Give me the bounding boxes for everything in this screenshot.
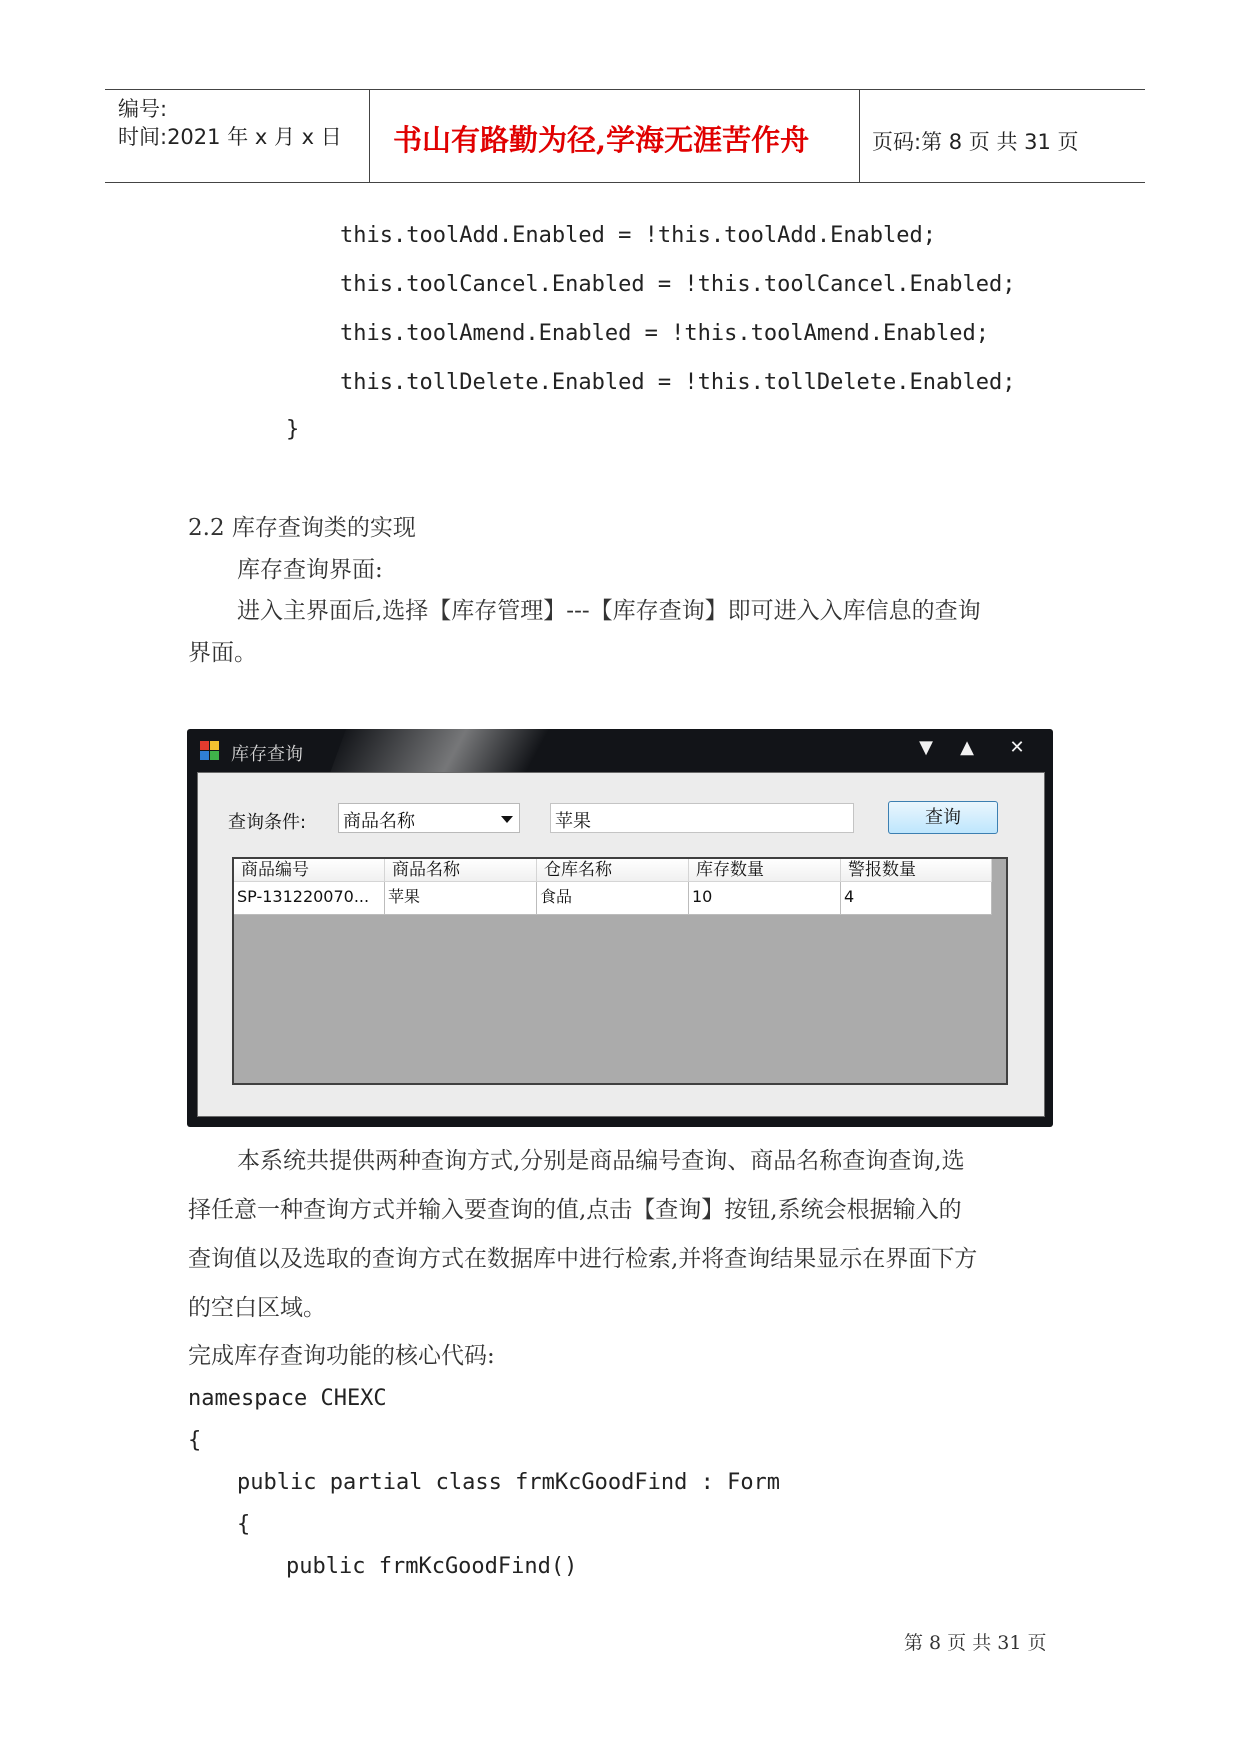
column-header[interactable]: 警报数量 (841, 859, 992, 881)
code-line: namespace CHEXC (188, 1386, 387, 1411)
minimize-icon[interactable]: ▼ (919, 737, 933, 758)
paragraph-line: 的空白区域。 (188, 1295, 326, 1321)
search-input-value: 苹果 (555, 811, 591, 832)
table-header (234, 859, 992, 882)
app-icon (200, 741, 220, 761)
intro-line: 界面。 (188, 640, 257, 666)
page-footer: 第 8 页 共 31 页 (904, 1632, 1047, 1654)
query-condition-value: 商品名称 (343, 811, 415, 832)
header-divider-right (859, 90, 860, 182)
section-heading: 2.2 库存查询类的实现 (188, 515, 416, 541)
maximize-icon[interactable]: ▲ (960, 737, 974, 758)
column-header[interactable]: 商品编号 (234, 859, 385, 881)
search-button[interactable]: 查询 (888, 801, 998, 834)
query-condition-select[interactable] (338, 803, 520, 833)
paragraph-line: 本系统共提供两种查询方式,分别是商品编号查询、商品名称查询查询,选 (237, 1148, 965, 1174)
header-time-label: 时间:2021 年 x 月 x 日 (118, 125, 342, 149)
column-header[interactable]: 库存数量 (689, 859, 841, 881)
intro-line: 进入主界面后,选择【库存管理】---【库存查询】即可进入入库信息的查询 (237, 598, 981, 624)
close-icon[interactable]: ✕ (1009, 737, 1025, 758)
code-line: { (188, 1428, 202, 1453)
inventory-query-window (187, 729, 1053, 1127)
section-subheading: 库存查询界面: (237, 557, 383, 583)
header-top-rule (105, 89, 1145, 90)
header-motto: 书山有路勤为径,学海无涯苦作舟 (393, 123, 810, 157)
table-cell[interactable]: 苹果 (385, 882, 537, 915)
code-line: this.toolCancel.Enabled = !this.toolCancel.Enabled; (340, 272, 1016, 297)
paragraph-line: 查询值以及选取的查询方式在数据库中进行检索,并将查询结果显示在界面下方 (188, 1246, 978, 1272)
code-line: this.toolAdd.Enabled = !this.toolAdd.Enabled; (340, 223, 937, 248)
table-cell[interactable]: 10 (689, 882, 841, 915)
chevron-down-icon (501, 816, 513, 823)
header-bottom-rule (105, 182, 1145, 183)
window-client-area (197, 772, 1045, 1117)
code-intro: 完成库存查询功能的核心代码: (188, 1343, 495, 1369)
search-input[interactable] (550, 803, 854, 833)
table-cell[interactable]: 4 (841, 882, 992, 915)
table-cell[interactable]: 食品 (537, 882, 689, 915)
code-line: public frmKcGoodFind() (286, 1554, 578, 1579)
header-number-label: 编号: (118, 97, 168, 121)
table-row[interactable] (234, 882, 992, 915)
results-table[interactable] (232, 857, 1008, 1085)
window-title: 库存查询 (231, 744, 303, 765)
code-line: } (286, 417, 300, 442)
table-cell[interactable]: SP-131220070... (234, 882, 385, 915)
header-divider-left (369, 90, 370, 182)
code-line: public partial class frmKcGoodFind : Form (237, 1470, 781, 1495)
code-line: { (237, 1512, 251, 1537)
header-page-info: 页码:第 8 页 共 31 页 (872, 130, 1079, 154)
code-line: this.tollDelete.Enabled = !this.tollDelete.Enabled; (340, 370, 1016, 395)
column-header[interactable]: 商品名称 (385, 859, 537, 881)
query-condition-label: 查询条件: (228, 812, 307, 833)
paragraph-line: 择任意一种查询方式并输入要查询的值,点击【查询】按钮,系统会根据输入的 (188, 1197, 962, 1223)
code-line: this.toolAmend.Enabled = !this.toolAmend.Enabled; (340, 321, 990, 346)
column-header[interactable]: 仓库名称 (537, 859, 689, 881)
